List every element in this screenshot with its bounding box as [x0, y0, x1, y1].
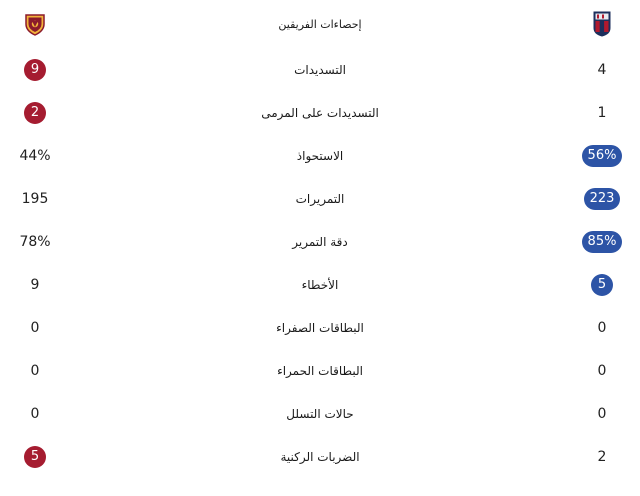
stat-row: [0, 220, 640, 263]
roma-stat-value: 78%: [19, 233, 51, 250]
stat-label: التمريرات: [295, 191, 345, 206]
bologna-value-cell: [572, 48, 632, 91]
stats-header: [0, 0, 640, 48]
roma-stat-value: 0: [30, 405, 40, 422]
bologna-value-cell: [572, 349, 632, 392]
bologna-stat-value: 0: [597, 405, 607, 422]
roma-value-cell: [12, 349, 58, 392]
stat-label: الاستحواذ: [296, 148, 344, 163]
bologna-value-cell: [572, 435, 632, 478]
roma-crest-icon: [12, 0, 58, 48]
stat-label: البطاقات الصفراء: [276, 320, 364, 335]
bologna-value-cell: [572, 392, 632, 435]
stat-label: حالات التسلل: [286, 406, 354, 421]
stat-row: [0, 435, 640, 478]
bologna-value-cell: [572, 177, 632, 220]
stat-label: التسديدات: [294, 62, 346, 77]
roma-stat-value: 2: [24, 102, 46, 124]
stat-row: [0, 48, 640, 91]
bologna-stat-value: 0: [597, 362, 607, 379]
stat-label: البطاقات الحمراء: [277, 363, 363, 378]
bologna-stat-value: 56%: [582, 145, 623, 167]
stat-row: [0, 177, 640, 220]
bologna-stat-value: 223: [584, 188, 621, 210]
roma-stat-value: 195: [21, 190, 49, 207]
bologna-stat-value: 4: [597, 61, 607, 78]
bologna-value-cell: [572, 306, 632, 349]
bologna-stat-value: 85%: [582, 231, 623, 253]
roma-value-cell: [12, 435, 58, 478]
roma-stat-value: 0: [30, 362, 40, 379]
roma-stat-value: 5: [24, 446, 46, 468]
roma-stat-value: 0: [30, 319, 40, 336]
roma-value-cell: [12, 91, 58, 134]
bologna-value-cell: [572, 220, 632, 263]
bologna-stat-value: 0: [597, 319, 607, 336]
roma-value-cell: [12, 48, 58, 91]
bologna-value-cell: [572, 263, 632, 306]
bologna-value-cell: [572, 91, 632, 134]
bologna-stat-value: 5: [591, 274, 613, 296]
stat-label: دقة التمرير: [292, 234, 348, 249]
stat-label: الأخطاء: [301, 277, 339, 292]
roma-value-cell: [12, 134, 58, 177]
bologna-value-cell: [572, 134, 632, 177]
roma-value-cell: [12, 392, 58, 435]
roma-value-cell: [12, 263, 58, 306]
bologna-stat-value: 2: [597, 448, 607, 465]
roma-value-cell: [12, 306, 58, 349]
stat-row: [0, 134, 640, 177]
roma-value-cell: [12, 177, 58, 220]
stat-row: [0, 392, 640, 435]
roma-stat-value: 9: [30, 276, 40, 293]
bologna-stat-value: 1: [597, 104, 607, 121]
roma-value-cell: [12, 220, 58, 263]
bologna-crest-icon: [572, 0, 632, 48]
stat-label: التسديدات على المرمى: [261, 105, 379, 120]
stat-row: [0, 263, 640, 306]
roma-stat-value: 9: [24, 59, 46, 81]
stat-row: [0, 349, 640, 392]
stat-row: [0, 306, 640, 349]
stat-label: الضربات الركنية: [280, 449, 360, 464]
stats-title: إحصاءات الفريقين: [278, 17, 362, 31]
stat-row: [0, 91, 640, 134]
roma-stat-value: 44%: [19, 147, 51, 164]
